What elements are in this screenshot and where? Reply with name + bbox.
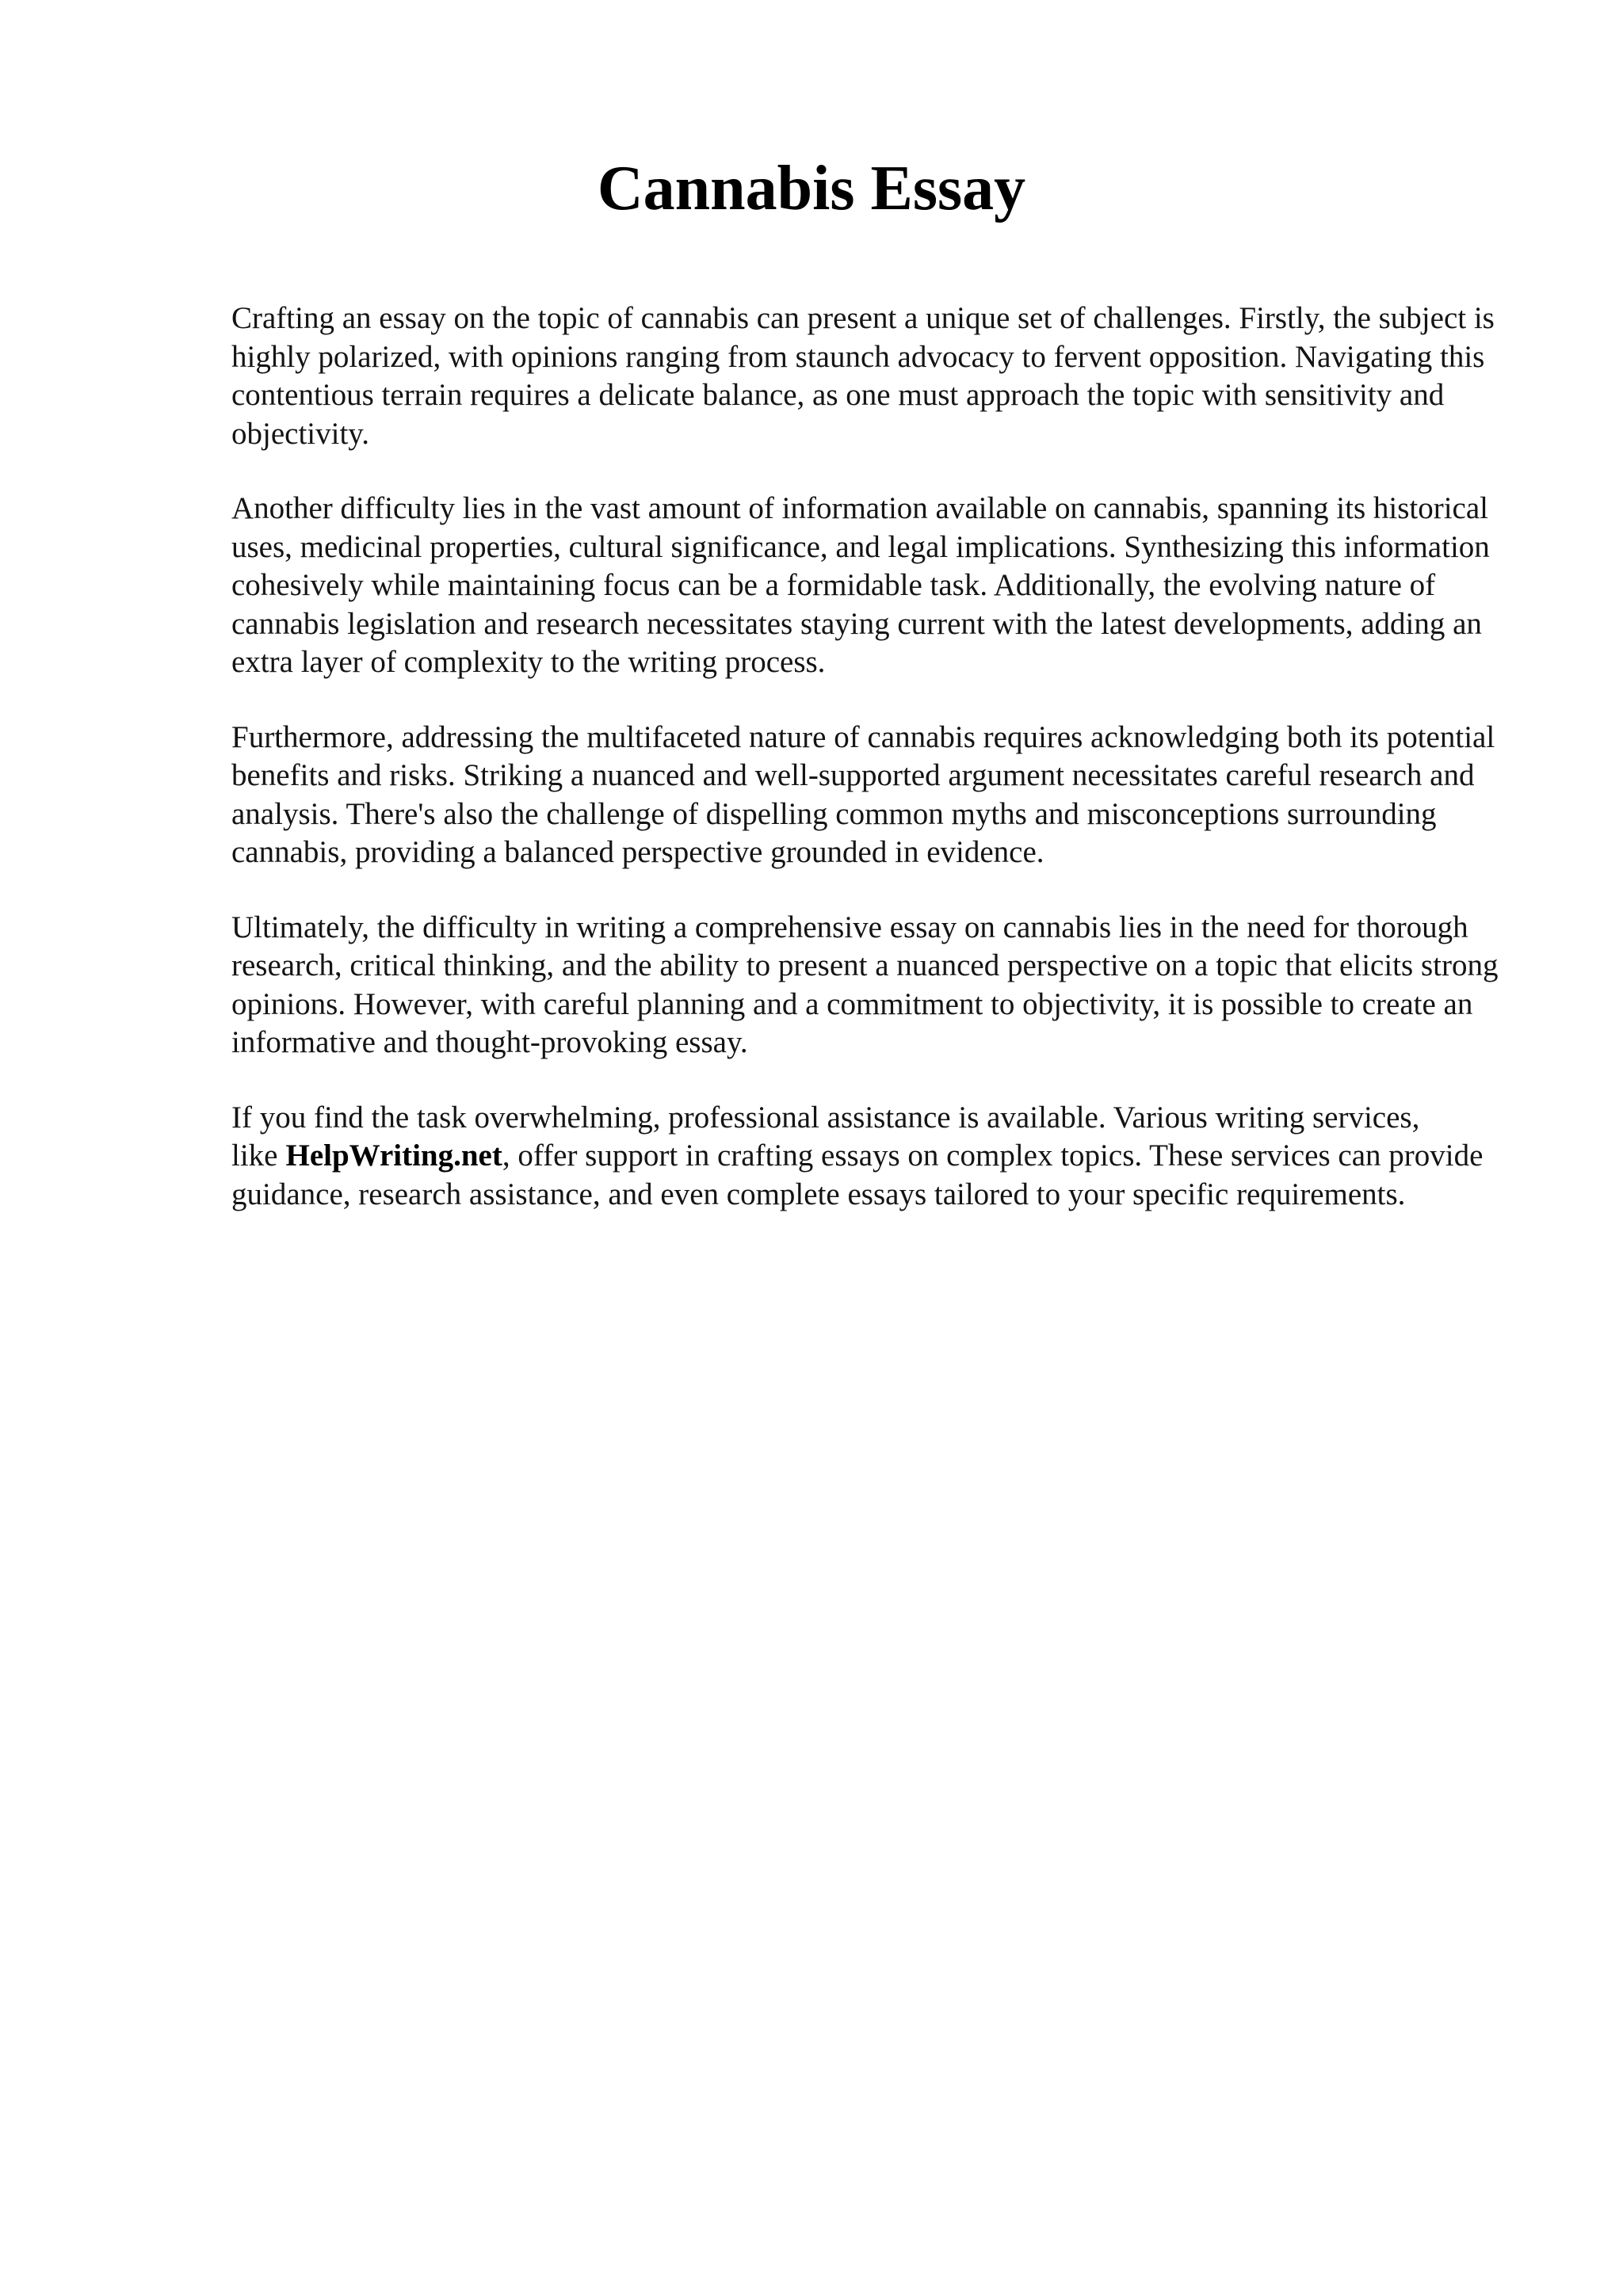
document-body <box>231 299 1531 1250</box>
paragraph-5 <box>231 1099 1531 1215</box>
paragraph-5-intro: If you find the task overwhelming, professional assistance is available. Various writing services, like <box>231 1100 1420 1173</box>
helpwriting-link[interactable]: HelpWriting.net <box>285 1138 502 1173</box>
paragraph-4: Ultimately, the difficulty in writing a comprehensive essay on cannabis lies in the need for thorough research, critical thinking, and the ability to present a nuanced perspective on a topic that elicits strong opinions. However, with careful planning and a commitment to objectivity, it is possible to create an informative and thought-provoking essay. <box>231 910 1499 1059</box>
document-title: Cannabis Essay <box>597 154 1026 223</box>
paragraph-2: Another difficulty lies in the vast amount of information available on cannabis, spanning its historical uses, medicinal properties, cultural significance, and legal implications. Synthesizing this information cohesively while maintaining focus can be a formidable task. Additionally, the evolving nature of cannabis legislation and research necessitates staying current with the latest developments, adding an extra layer of complexity to the writing process. <box>231 491 1490 679</box>
paragraph-3: Furthermore, addressing the multifaceted nature of cannabis requires acknowledging both its potential benefits and risks. Striking a nuanced and well-supported argument necessitates careful research and analysis. There's also the challenge of dispelling common myths and misconceptions surrounding cannabis, providing a balanced perspective grounded in evidence. <box>231 719 1495 869</box>
paragraph-5-rest: , offer support in crafting essays on complex topics. These services can provide guidance, research assistance, and even complete essays tailored to your specific requirements. <box>231 1138 1484 1211</box>
paragraph-1: Crafting an essay on the topic of cannabis can present a unique set of challenges. Firstly, the subject is highly polarized, with opinions ranging from staunch advocacy to fervent opposition. Navigating this contentious terrain requires a delicate balance, as one must approach the topic with sensitivity and objectivity. <box>231 301 1495 451</box>
